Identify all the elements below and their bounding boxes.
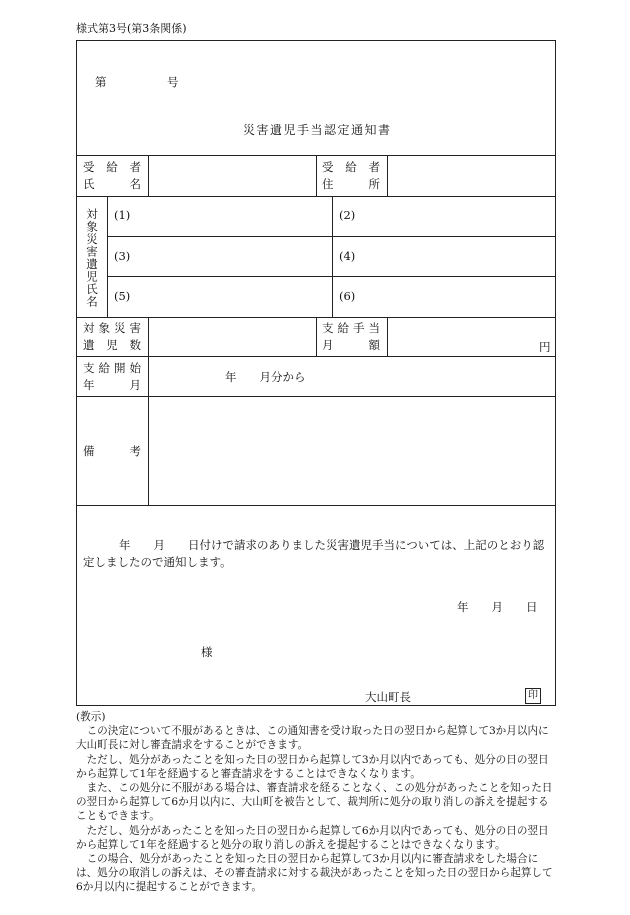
notice-number-suffix: 号 [167,75,179,89]
payment-start-label [83,360,141,394]
divider [316,317,317,356]
label-char: 害 [129,321,141,335]
document-title: 災害遺児手当認定通知書 [243,123,392,137]
label-char: 備 [83,444,95,458]
label-char: 考 [129,444,141,458]
label-char: 受 [322,160,334,174]
instruction-paragraph: この決定について不服があるときは、この通知書を受け取った日の翌日から起算して3か月以内に大山町長に対し審査請求をすることができます。 [76,725,549,752]
issuer-name: 大山町長 [365,690,411,704]
divider [332,196,333,317]
appeal-instructions [76,710,554,895]
payment-start-value: 年 月分から [225,370,306,384]
divider [107,196,108,317]
child-slot-6: (6) [339,289,356,303]
instruction-paragraph: この場合、処分があったことを知った日の翌日から起算して3か月以内に審査請求をした場合には、処分の取消しの訴えは、その審査請求に対する裁決があったことを知った日の翌日から起算して6か月以内に提起することができます。 [76,853,553,894]
instruction-paragraph: ただし、処分があったことを知った日の翌日から起算して3か月以内であっても、処分の日の翌日から起算して1年を経過すると審査請求をすることはできなくなります。 [76,753,549,780]
instruction-paragraph: また、この処分に不服がある場合は、審査請求を経ることなく、この処分があったことを知った日の翌日から起算して6か月以内に、大山町を被告として、裁判所に処分の取り消しの訴えを提起することもできます。 [76,782,553,823]
label-char: 額 [368,338,380,352]
label-char: 給 [98,361,110,375]
divider [77,196,555,197]
orphan-count-label [83,320,141,354]
instruction-paragraph: ただし、処分があったことを知った日の翌日から起算して6か月以内であっても、処分の日の翌日から起算して1年を経過すると処分の取り消しの訴えを提起することはできなくなります。 [76,824,549,851]
label-char: 給 [345,160,357,174]
label-char: 児 [106,338,118,352]
label-char: 当 [368,321,380,335]
label-char: 始 [129,361,141,375]
child-slot-5: (5) [114,289,131,303]
child-slot-2: (2) [339,208,356,222]
label-char: 月 [322,338,334,352]
label-char: 年 [83,378,95,392]
divider [107,236,555,237]
instructions-heading: (教示) [76,711,106,723]
addressee-honorific: 様 [201,645,213,659]
divider [148,155,149,196]
issue-date: 年 月 日 [457,600,538,614]
seal-mark: 印 [525,688,541,704]
label-char: 名 [129,177,141,191]
label-char: 氏 [83,177,95,191]
notice-form [76,40,556,706]
label-char: 者 [129,160,141,174]
label-char: 象 [98,321,110,335]
label-char: 対 [83,321,95,335]
notice-number-prefix: 第 [95,75,107,89]
label-char: 数 [129,338,141,352]
notice-body-line-1: 年 月 日付けで請求のありました災害遺児手当については、上記のとおり認 [119,538,545,552]
notice-body-line-2: 定しましたので通知します。 [83,555,232,569]
child-slot-1: (1) [114,208,131,222]
monthly-amount-label [322,320,380,354]
divider [148,317,149,505]
label-char: 月 [129,378,141,392]
label-char: 支 [322,321,334,335]
recipient-name-label [83,159,141,193]
yen-unit: 円 [539,340,551,354]
label-char: 開 [114,361,126,375]
child-slot-4: (4) [339,249,356,263]
label-char: 者 [368,160,380,174]
child-slot-3: (3) [114,249,131,263]
label-char: 所 [368,177,380,191]
label-char: 給 [106,160,118,174]
divider [107,276,555,277]
label-char: 住 [322,177,334,191]
divider [387,317,388,356]
label-char: 支 [83,361,95,375]
label-char: 受 [83,160,95,174]
recipient-address-label [322,159,380,193]
remarks-label [83,443,141,460]
label-char: 給 [337,321,349,335]
label-char: 災 [114,321,126,335]
divider [387,155,388,196]
label-char: 手 [353,321,365,335]
form-number-label: 様式第3号(第3条関係) [76,22,187,35]
divider [316,155,317,196]
label-char: 遺 [83,338,95,352]
divider [77,505,555,506]
orphan-names-label: 対象災害遺児氏名 [85,208,99,308]
